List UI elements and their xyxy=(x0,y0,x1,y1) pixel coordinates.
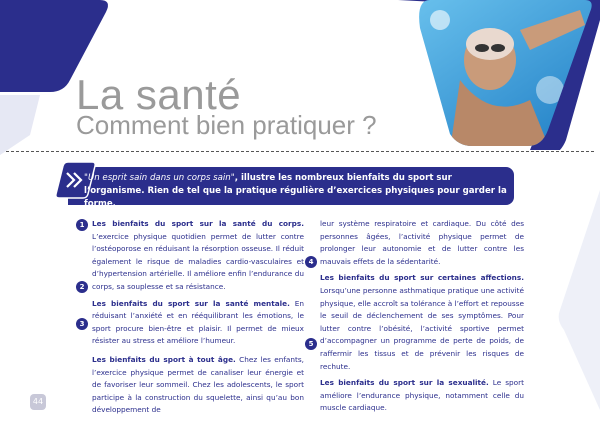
item-1-lead: Les bienfaits du sport sur la santé du corps. xyxy=(92,219,304,228)
corner-shape-left xyxy=(0,95,60,175)
list-item-3-continued xyxy=(320,218,524,268)
page-number: 44 xyxy=(30,394,46,410)
item-3-number-badge: 3 xyxy=(76,318,88,330)
list-item-5 xyxy=(320,377,524,415)
list-item-1 xyxy=(92,218,304,294)
list-item-4 xyxy=(320,272,524,373)
page-title: La santé xyxy=(76,71,242,118)
list-item-3 xyxy=(92,354,304,417)
item-3-continued-body: leur système respiratoire et cardiaque. Du côté des personnes âgées, l’activité physique permet de prolonger leur autonomie et de lutter contre les mauvais effets de la sédentarité. xyxy=(320,219,524,266)
item-5-body: Le sport améliore l’endurance physique, notamment celle du muscle cardiaque. xyxy=(320,378,524,413)
item-2-lead: Les bienfaits du sport sur la santé mentale. xyxy=(92,298,290,308)
item-4-lead: Les bienfaits du sport sur certaines affections. xyxy=(320,273,524,283)
swimmer-photo xyxy=(380,0,600,150)
right-column xyxy=(320,218,524,419)
page-subtitle: Comment bien pratiquer ? xyxy=(76,110,377,140)
item-3-lead: Les bienfaits du sport à tout âge. xyxy=(92,354,236,364)
intro-text xyxy=(84,172,510,211)
item-2-number-badge: 2 xyxy=(76,281,88,293)
item-4-number-badge: 4 xyxy=(305,256,317,268)
list-item-2 xyxy=(92,298,304,348)
intro-rest: , illustre les nombreux bienfaits du sport sur l’organisme. Rien de tel que la pratique régulière d’exercices physiques pour garder la forme. xyxy=(84,173,507,209)
intro-quote: "Un esprit sain dans un corps sain" xyxy=(84,173,235,183)
left-column xyxy=(92,218,304,421)
item-1-number-badge: 1 xyxy=(76,219,88,231)
item-4-body: Lorsqu’une personne asthmatique pratique une activité physique, elle accroît sa tolérance à l’effort et repousse le seuil de déclenchement de ses symptômes. Pour lutter contre l’obésité, l’activité sportive permet d’accompagner un programme de perte de poids, de raffermir les tissus et de prévenir les risques de rechute. xyxy=(320,285,524,371)
item-5-lead: Les bienfaits du sport sur la sexualité. xyxy=(320,378,489,388)
item-5-number-badge: 5 xyxy=(305,338,317,350)
item-2-body: En réduisant l’anxiété et en rééquilibrant les émotions, le sport procure bien-être et plaisir. Il permet de mieux résister au stress et améliore l’humeur. xyxy=(92,298,304,346)
item-3-body: Chez les enfants, l’exercice physique permet de canaliser leur énergie et de favoriser leur sommeil. Chez les adolescents, le sport participe à la construction du squelette, ainsi qu’au bon développement de xyxy=(92,354,304,415)
corner-shape-right xyxy=(540,170,600,424)
divider xyxy=(6,151,594,152)
item-1-body: L’exercice physique quotidien permet de lutter contre l’ostéoporose en réduisant la résorption osseuse. Il réduit également le risque de maladies cardio-vasculaires et d’hypertension artérielle. Il améliore enfin l’endurance du corps, sa souplesse et sa résistance. xyxy=(92,231,304,291)
